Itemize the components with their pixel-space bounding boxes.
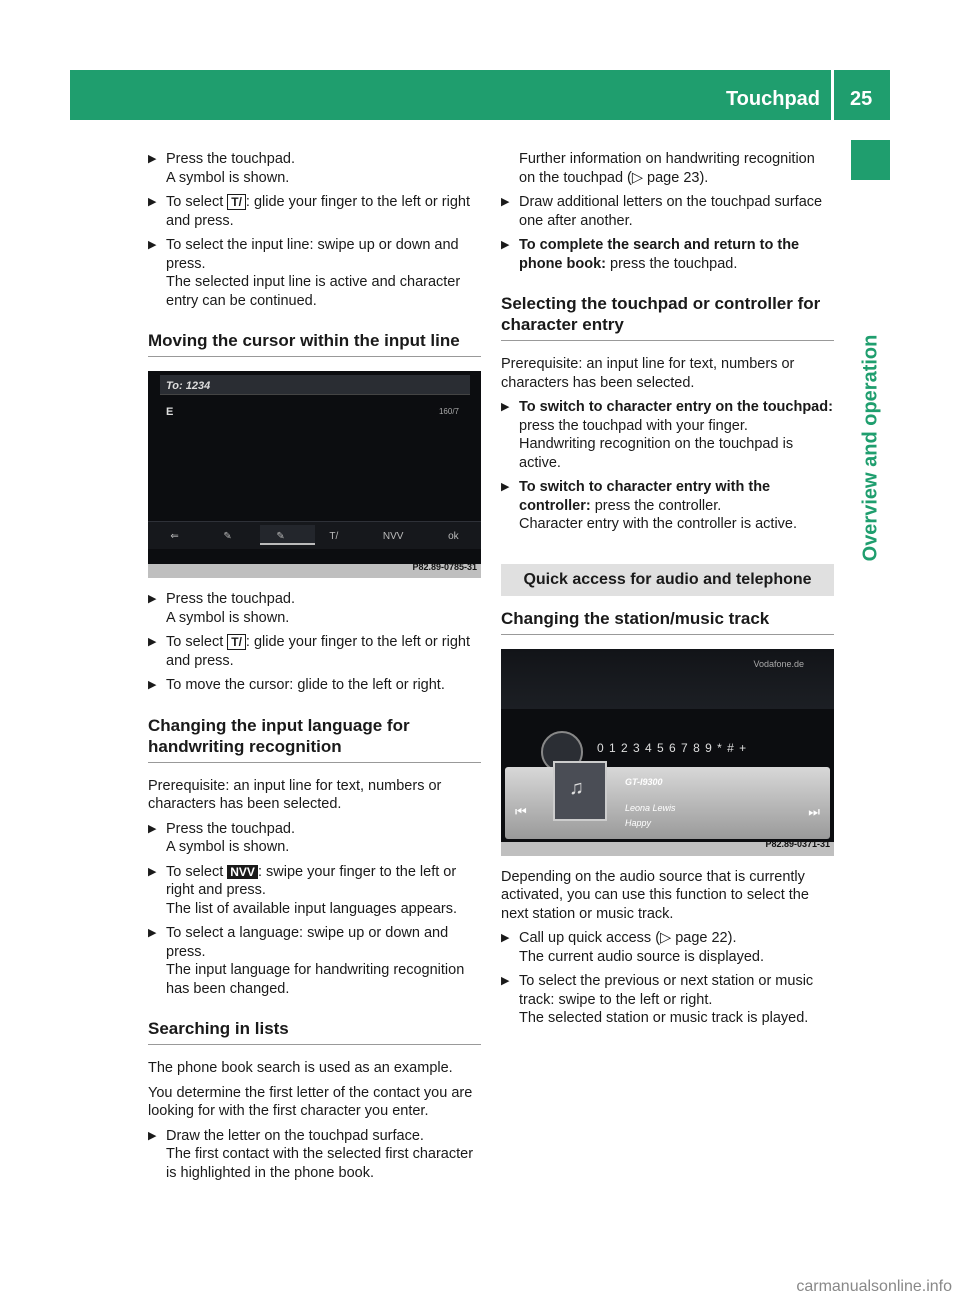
pen-icon: ✎ xyxy=(276,531,285,542)
header-separator xyxy=(831,70,834,120)
language-symbol: NVV xyxy=(227,865,258,879)
bullet-arrow-icon: ▶ xyxy=(148,679,157,691)
bullet-arrow-icon: ▶ xyxy=(501,481,510,493)
text-mode-icon: T/ xyxy=(329,531,339,542)
list-item: ▶ Call up quick access (▷ page 22). The current audio source is displayed. xyxy=(501,930,765,965)
image-caption: P82.89-0785-31 xyxy=(412,561,477,572)
to-field-label: To: 1234 xyxy=(166,380,211,392)
bullet-arrow-icon: ▶ xyxy=(501,932,510,944)
bullet-arrow-icon: ▶ xyxy=(501,196,510,208)
audio-source: GT-I9300 xyxy=(625,776,663,787)
bullet-arrow-icon: ▶ xyxy=(148,927,157,939)
list-item: ▶ Draw the letter on the touchpad surface. The first contact with the selected first character is highlighted in the phone book. xyxy=(148,1127,474,1181)
track-name: Happy xyxy=(625,817,652,828)
page-number: 25 xyxy=(850,88,873,110)
list-item: ▶ Draw additional letters on the touchpad surface one after another. xyxy=(501,194,823,229)
paragraph: Prerequisite: an input line for text, numbers or characters has been selected. xyxy=(148,777,442,812)
bullet-arrow-icon: ▶ xyxy=(148,865,157,878)
paragraph: Depending on the audio source that is currently activated, you can use this function to select the next station or music track. xyxy=(501,868,809,922)
bullet-arrow-icon: ▶ xyxy=(148,822,157,835)
list-item: ▶ Press the touchpad. A symbol is shown. xyxy=(148,151,295,186)
music-note-icon: ♫ xyxy=(569,776,584,799)
list-item: ▶ To select the previous or next station or music track: swipe to the left or right. The selected station or music track is played. xyxy=(501,973,814,1026)
list-item: ▶ To switch to character entry on the touchpad: press the touchpad with your finger. Handwriting recognition on the touchpad is active. xyxy=(501,399,833,471)
side-tab-block xyxy=(851,140,890,180)
language-icon: NVV xyxy=(382,531,404,542)
paragraph: You determine the first letter of the contact you are looking for with the first character you enter. xyxy=(148,1084,473,1119)
ok-icon: ok xyxy=(448,531,459,542)
handwriting-icon: ✎ xyxy=(223,531,232,542)
bullet-arrow-icon: ▶ xyxy=(148,239,157,251)
bullet-arrow-icon: ▶ xyxy=(148,196,157,208)
watermark: carmanualsonline.info xyxy=(796,1278,952,1295)
section-heading-search: Searching in lists xyxy=(148,1018,481,1045)
side-tab xyxy=(851,188,890,688)
page-title: Touchpad xyxy=(725,88,820,110)
paragraph: Further information on handwriting recognition on the touchpad (▷ page 23). xyxy=(519,151,815,186)
list-item: ▶ To switch to character entry with the controller: press the controller. Character entry with the controller is active. xyxy=(501,479,798,532)
bullet-arrow-icon: ▶ xyxy=(501,239,510,251)
bullet-arrow-icon: ▶ xyxy=(148,1129,157,1142)
side-tab-label: Overview and operation xyxy=(859,334,881,562)
list-item: ▶ To move the cursor: glide to the left or right. xyxy=(148,677,445,693)
text-mode-symbol: T/ xyxy=(227,194,246,210)
section-heading-language: Changing the input language for handwriting recognition xyxy=(148,715,481,763)
list-item: ▶ Press the touchpad. A symbol is shown. xyxy=(148,820,295,855)
text-mode-symbol: T/ xyxy=(227,634,246,650)
screenshot-input-line xyxy=(148,371,481,578)
section-heading-station: Changing the station/music track xyxy=(501,608,834,635)
entered-letter: E xyxy=(166,406,174,418)
list-item: ▶ To select NVV : swipe your finger to the left or right and press. The list of available input languages appears. xyxy=(148,863,457,917)
list-item: ▶ To select a language: swipe up or down and press. The input language for handwriting recognition has been changed. xyxy=(148,925,465,997)
paragraph: The phone book search is used as an example. xyxy=(148,1060,453,1076)
list-item: ▶ To select T/ : glide your finger to the left or right and press. xyxy=(148,194,470,229)
dial-digits: 0 1 2 3 4 5 6 7 8 9 * # + xyxy=(597,740,748,755)
left-column xyxy=(148,150,481,1188)
list-item: ▶ To select the input line: swipe up or down and press. The selected input line is active and character entry can be continued. xyxy=(148,237,461,309)
bullet-arrow-icon: ▶ xyxy=(148,636,157,648)
list-item: ▶ To select T/ : glide your finger to the left or right and press. xyxy=(148,634,470,669)
bullet-arrow-icon: ▶ xyxy=(501,975,510,987)
right-column xyxy=(501,150,834,1034)
section-heading-cursor: Moving the cursor within the input line xyxy=(148,330,481,357)
list-item: ▶ Press the touchpad. A symbol is shown. xyxy=(148,591,295,626)
artist-name: Leona Lewis xyxy=(625,802,676,813)
image-caption: P82.89-0371-31 xyxy=(765,839,830,849)
paragraph: Prerequisite: an input line for text, numbers or characters has been selected. xyxy=(501,356,795,391)
bullet-arrow-icon: ▶ xyxy=(501,401,510,413)
section-heading-select-input: Selecting the touchpad or controller for character entry xyxy=(501,293,834,341)
char-counter: 160/7 xyxy=(438,407,459,416)
chapter-heading-quick-access: Quick access for audio and telephone xyxy=(501,564,834,596)
list-item: ▶ To complete the search and return to the phone book: press the touchpad. xyxy=(501,237,800,272)
previous-track-icon: ⏮ xyxy=(515,803,527,819)
screenshot-quick-access xyxy=(501,649,834,856)
bullet-arrow-icon: ▶ xyxy=(148,593,157,605)
next-track-icon: ⏭ xyxy=(808,803,820,819)
back-icon: ⇐ xyxy=(170,531,179,542)
carrier-name: Vodafone.de xyxy=(753,658,804,669)
bullet-arrow-icon: ▶ xyxy=(148,153,157,165)
